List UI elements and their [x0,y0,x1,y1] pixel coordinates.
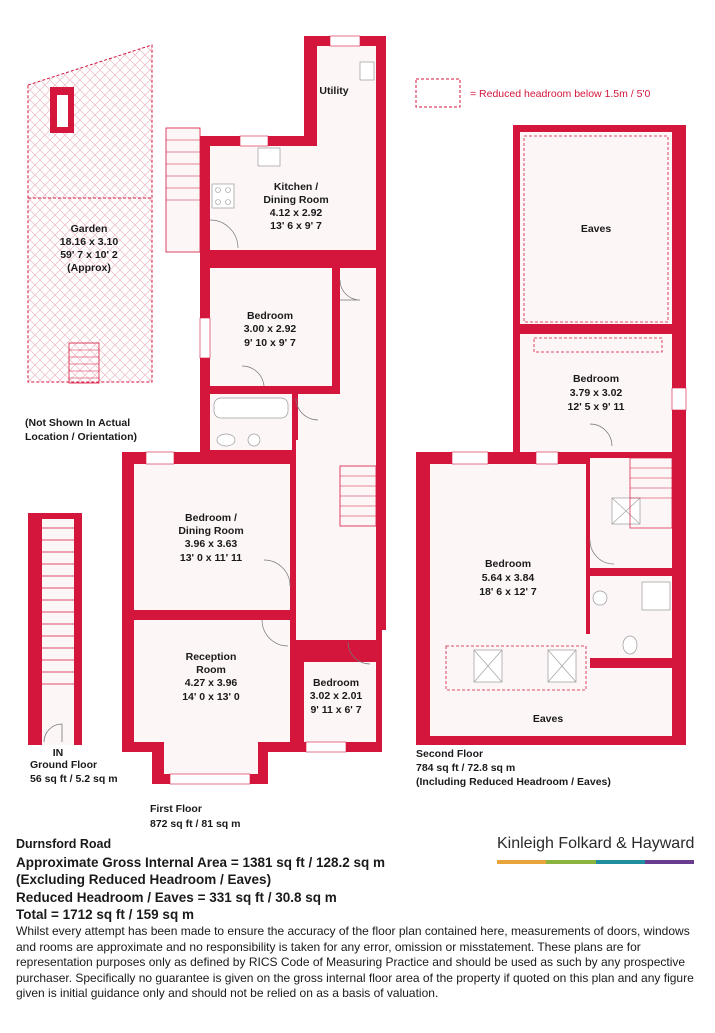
second-floor-area: 784 sq ft / 72.8 sq m [416,762,516,774]
brand-bar-segment [497,860,546,864]
bedroom2-name: Bedroom [312,677,360,689]
garden-note: (Approx) [67,262,111,274]
reception-metric: 4.27 x 3.96 [184,677,238,689]
bedroom-dining-imperial: 13' 0 x 11' 11 [179,552,243,564]
garden-location-note-1: (Not Shown In Actual [25,417,131,429]
address: Durnsford Road [16,837,112,851]
ground-floor-title: Ground Floor [30,759,98,771]
first-floor-plan [122,36,386,830]
bedroom-b-imperial: 18' 6 x 12' 7 [479,586,537,598]
bedroom-dining-metric: 3.96 x 3.63 [184,538,238,550]
bedroom-a-imperial: 12' 5 x 9' 11 [567,401,625,413]
garden-imperial: 59' 7 x 10' 2 [60,249,118,261]
disclaimer: Whilst every attempt has been made to ensure the accuracy of the floor plan contained here, measurements of doors, windows and rooms are approximate and no responsibility is taken for any error, omission or misstatement. These plans are for representation purposes only as defined by RICS Code of Measuring Practice and should be used as such by any prospective purchaser. Specifically no guarantee is given on the gross internal floor area of the property if quoted on this plan and any figure given is initial guidance only and should not be relied on as a basis of valuation. [16,924,694,1000]
bedroom-b-name: Bedroom [484,558,532,570]
area-summary [16,836,385,924]
total-area: Total = 1712 sq ft / 159 sq m [16,907,194,922]
brand-bar-segment [645,860,694,864]
brand-bar-segment [546,860,595,864]
bedroom2-metric: 3.02 x 2.01 [309,690,363,702]
brand-logo: Kinleigh Folkard & Hayward [497,835,695,852]
kitchen-name-1: Kitchen / [273,181,319,193]
second-floor-plan [416,125,686,788]
garden-plan [25,45,152,443]
kitchen-metric: 4.12 x 2.92 [269,207,323,219]
kitchen-name-2: Dining Room [263,194,329,206]
first-floor-area: 872 sq ft / 81 sq m [150,818,241,830]
reception-name-2: Room [196,664,226,676]
bedroom-dining-name-1: Bedroom / [185,512,237,524]
ground-floor-area: 56 sq ft / 5.2 sq m [30,773,118,785]
bedroom-a-metric: 3.79 x 3.02 [569,387,623,399]
legend-text: = Reduced headroom below 1.5m / 5'0 [470,88,651,100]
legend-swatch [416,79,460,107]
ground-entry-label: IN [52,747,64,759]
bedroom1-imperial: 9' 10 x 9' 7 [244,337,296,349]
second-floor-title: Second Floor [416,748,484,760]
bedroom-b-metric: 5.64 x 3.84 [481,572,535,584]
eaves-top-name: Eaves [580,223,612,235]
bedroom-a-name: Bedroom [572,373,620,385]
brand-bar-segment [596,860,645,864]
bedroom1-metric: 3.00 x 2.92 [243,323,297,335]
utility-name: Utility [319,85,349,97]
first-floor-title: First Floor [150,803,202,815]
garden-name: Garden [70,223,108,235]
excluding-note: (Excluding Reduced Headroom / Eaves) [16,872,272,887]
bedroom2-imperial: 9' 11 x 6' 7 [310,704,362,716]
bedroom-dining-name-2: Dining Room [178,525,244,537]
eaves-bottom-name: Eaves [532,713,564,725]
legend [416,79,650,107]
garden-location-note-2: Location / Orientation) [25,431,137,443]
garden-metric: 18.16 x 3.10 [59,236,119,248]
reduced-area: Reduced Headroom / Eaves = 331 sq ft / 30.8 sq m [16,889,337,905]
second-floor-note: (Including Reduced Headroom / Eaves) [416,776,611,788]
gross-area: Approximate Gross Internal Area = 1381 sq ft / 128.2 sq m [16,854,386,870]
reception-imperial: 14' 0 x 13' 0 [182,691,240,703]
ground-floor-plan [28,513,118,785]
brand-color-bar [497,860,694,864]
reception-name-1: Reception [185,651,237,663]
kitchen-imperial: 13' 6 x 9' 7 [270,220,322,232]
bedroom1-name: Bedroom [246,310,294,322]
